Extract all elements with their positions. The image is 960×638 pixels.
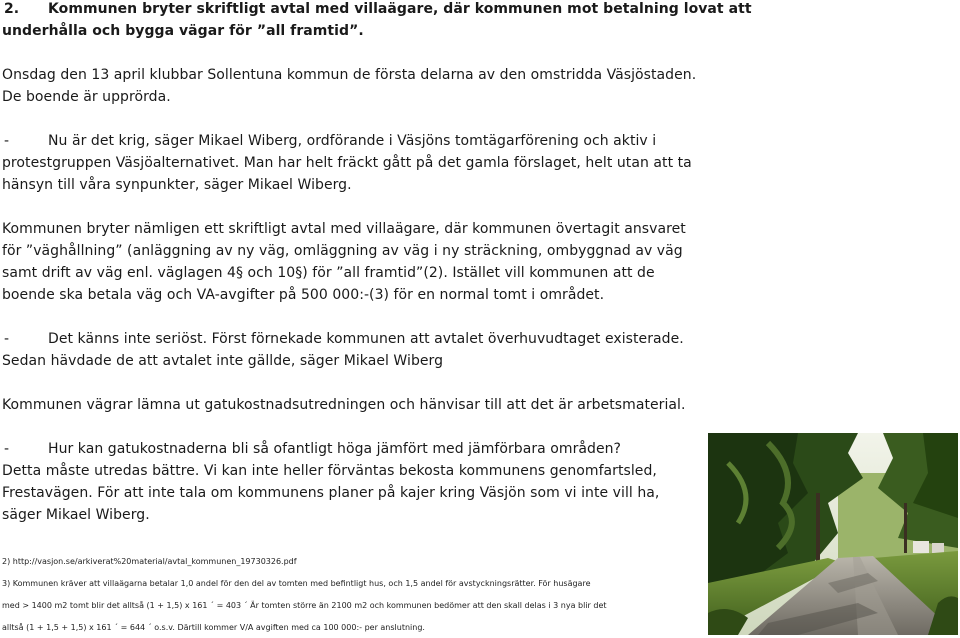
- body-line: Kommunen vägrar lämna ut gatukostnadsutredningen och hänvisar till att det är arbetsmaterial.: [2, 397, 686, 413]
- body-line: samt drift av väg enl. väglagen 4§ och 10§) för ”all framtid”(2). Istället vill kommunen att de: [2, 265, 655, 281]
- section-heading-line-1: Kommunen bryter skriftligt avtal med villaägare, där kommunen mot betalning lovat att: [48, 1, 752, 17]
- quote-line: säger Mikael Wiberg.: [2, 507, 150, 523]
- quote-first-line: Hur kan gatukostnaderna bli så ofantligt höga jämfört med jämförbara områden?: [48, 441, 622, 457]
- section-heading-line-2: underhålla och bygga vägar för ”all framtid”.: [2, 23, 364, 39]
- quote-first-line: Det känns inte seriöst. Först förnekade kommunen att avtalet överhuvudtaget existerade.: [48, 331, 684, 347]
- quote-dash: -: [4, 133, 10, 149]
- body-line: för ”väghållning” (anläggning av ny väg, omläggning av väg i ny sträckning, ombyggnad av väg: [2, 243, 683, 259]
- quote-line: Frestavägen. För att inte tala om kommunens planer på kajer kring Väsjön som vi inte vill ha,: [2, 485, 660, 501]
- footnote: med > 1400 m2 tomt blir det alltså (1 + 1,5) x 161 ´ = 403 ´ Är tomten större än 2100 m2 och kommunen bedömer att den skall delas i 3 nya blir det: [2, 601, 607, 610]
- quote-dash: -: [4, 441, 10, 457]
- body-line: Onsdag den 13 april klubbar Sollentuna kommun de första delarna av den omstridda Väsjöstaden.: [2, 67, 697, 83]
- quote-line: protestgruppen Väsjöalternativet. Man har helt fräckt gått på det gamla förslaget, helt utan att ta: [2, 155, 692, 171]
- section-number: 2.: [4, 1, 20, 17]
- quote-line: Detta måste utredas bättre. Vi kan inte heller förväntas bekosta kommunens genomfartsled,: [2, 463, 657, 479]
- footnote: alltså (1 + 1,5 + 1,5) x 161 ´ = 644 ´ o.s.v. Därtill kommer V/A avgiften med ca 100 000:- per anslutning.: [2, 623, 425, 632]
- body-line: De boende är upprörda.: [2, 89, 171, 105]
- quote-line: Sedan hävdade de att avtalet inte gällde, säger Mikael Wiberg: [2, 353, 444, 369]
- quote-first-line: Nu är det krig, säger Mikael Wiberg, ordförande i Väsjöns tomtägarförening och aktiv i: [48, 133, 657, 149]
- footnote-link[interactable]: 2) http://vasjon.se/arkiverat%20material/avtal_kommunen_19730326.pdf: [2, 557, 297, 566]
- body-line: boende ska betala väg och VA-avgifter på 500 000:-(3) för en normal tomt i området.: [2, 287, 605, 303]
- footnote: 3) Kommunen kräver att villaägarna betalar 1,0 andel för den del av tomten med befintligt hus, och 1,5 andel för avstyckningsrätter. För husägare: [2, 579, 591, 588]
- road-photo-illustration: [708, 433, 958, 635]
- body-line: Kommunen bryter nämligen ett skriftligt avtal med villaägare, där kommunen övertagit ansvaret: [2, 221, 686, 237]
- quote-dash: -: [4, 331, 10, 347]
- quote-line: hänsyn till våra synpunkter, säger Mikael Wiberg.: [2, 177, 352, 193]
- road-photo: [708, 433, 958, 635]
